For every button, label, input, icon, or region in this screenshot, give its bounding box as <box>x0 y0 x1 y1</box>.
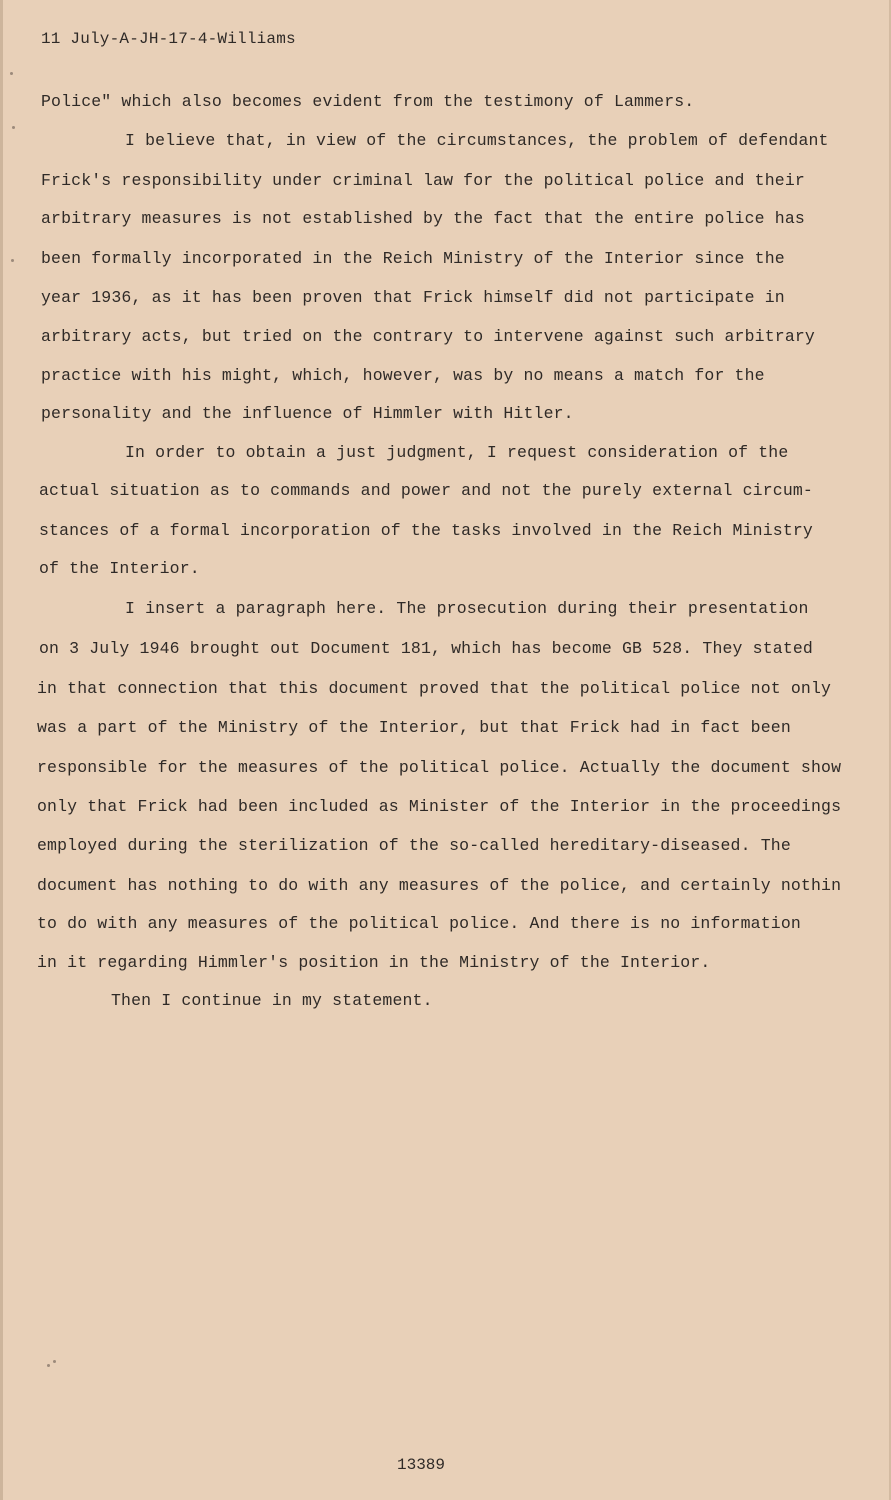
paper-speck <box>53 1360 56 1363</box>
text-line-19: only that Frick had been included as Minister of the Interior in the proceedings <box>37 797 842 816</box>
text-line-7: arbitrary acts, but tried on the contrary to intervene against such arbitrary <box>41 327 815 346</box>
paper-speck <box>10 72 13 75</box>
text-line-2: I believe that, in view of the circumstances, the problem of defendant <box>125 131 829 150</box>
text-line-16: in that connection that this document proved that the political police not only <box>37 679 832 698</box>
text-line-15: on 3 July 1946 brought out Document 181, which has become GB 528. They stated <box>39 639 813 658</box>
paper-speck <box>47 1364 50 1367</box>
text-line-24: Then I continue in my statement. <box>111 991 433 1010</box>
paper-speck <box>11 259 14 262</box>
document-header: 11 July-A-JH-17-4-Williams <box>41 30 296 48</box>
text-line-17: was a part of the Ministry of the Interior, but that Frick had in fact been <box>37 718 791 737</box>
text-line-10: In order to obtain a just judgment, I request consideration of the <box>125 443 789 462</box>
text-line-11: actual situation as to commands and power and not the purely external circum- <box>39 481 813 500</box>
text-line-21: document has nothing to do with any measures of the police, and certainly nothin <box>37 876 842 895</box>
text-line-4: arbitrary measures is not established by the fact that the entire police has <box>41 209 805 228</box>
page-number: 13389 <box>397 1456 446 1474</box>
text-line-22: to do with any measures of the political police. And there is no information <box>37 914 801 933</box>
text-line-13: of the Interior. <box>39 559 200 578</box>
text-line-8: practice with his might, which, however, was by no means a match for the <box>41 366 765 385</box>
text-line-9: personality and the influence of Himmler with Hitler. <box>41 404 574 423</box>
text-line-5: been formally incorporated in the Reich Ministry of the Interior since the <box>41 249 785 268</box>
text-line-3: Frick's responsibility under criminal law for the political police and their <box>41 171 805 190</box>
text-line-14: I insert a paragraph here. The prosecution during their presentation <box>125 599 809 618</box>
text-line-23: in it regarding Himmler's position in the Ministry of the Interior. <box>37 953 711 972</box>
text-line-6: year 1936, as it has been proven that Frick himself did not participate in <box>41 288 785 307</box>
text-line-12: stances of a formal incorporation of the tasks involved in the Reich Ministry <box>39 521 813 540</box>
text-line-1: Police" which also becomes evident from the testimony of Lammers. <box>41 92 695 111</box>
text-line-20: employed during the sterilization of the so-called hereditary-diseased. The <box>37 836 791 855</box>
text-line-18: responsible for the measures of the political police. Actually the document show <box>37 758 842 777</box>
paper-speck <box>12 126 15 129</box>
